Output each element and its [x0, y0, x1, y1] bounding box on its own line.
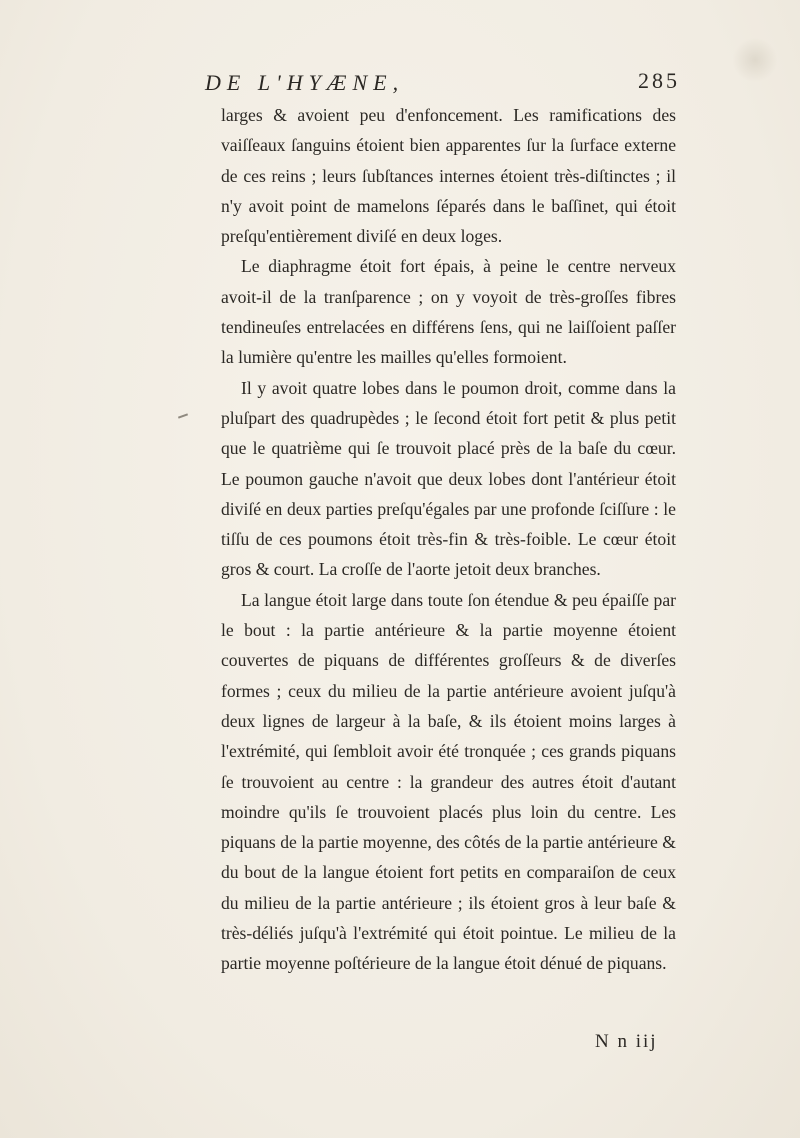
running-head-title: DE L'HYÆNE, [205, 70, 405, 95]
paragraph-reins: larges & avoient peu d'enfoncement. Les ramifications des vaiſſeaux ſanguins étoient bien apparentes ſur la ſurface externe de ces reins ; leurs ſubſtances internes étoient très-diſtinctes ; il n'y avoit point de mamelons ſéparés dans le baſſinet, qui étoit preſqu'entièrement diviſé en deux loges. [221, 105, 676, 247]
paragraph-diaphragme: Le diaphragme étoit fort épais, à peine le centre nerveux avoit-il de la tranſparence ; on y voyoit de très-groſſes fibres tendineuſes entrelacées en différens ſens, qui ne laiſſoient paſſer la lumière qu'entre les mailles qu'elles formoient. [221, 256, 676, 368]
signature-mark: N n iij [595, 1031, 658, 1052]
paragraph-poumon: Il y avoit quatre lobes dans le poumon droit, comme dans la pluſpart des quadrupèdes ; le ſecond étoit fort petit & plus petit que le quatrième qui ſe trouvoit placé près de la baſe du cœur. Le poumon gauche n'avoit que deux lobes dont l'antérieur étoit diviſé en deux parties preſqu'égales par une profonde ſciſſure : le tiſſu de ces poumons étoit très-fin & très-foible. Le cœur étoit gros & court. La croſſe de l'aorte jetoit deux branches. [221, 377, 676, 580]
paper-stain [732, 38, 778, 82]
page-number: 285 [638, 68, 680, 93]
paragraph-langue: La langue étoit large dans toute ſon étendue & peu épaiſſe par le bout : la partie antérieure & la partie moyenne étoient couvertes de piquans de différentes groſſeurs & de diverſes formes ; ceux du milieu de la partie antérieure avoient juſqu'à deux lignes de largeur à la baſe, & ils étoient moins larges à l'extrémité, qui ſembloit avoir été tronquée ; ces grands piquans ſe trouvoient au centre : la grandeur des autres étoit d'autant moindre qu'ils ſe trouvoient placés plus loin du centre. Les piquans de la partie moyenne, des côtés de la partie antérieure & du bout de la langue étoient fort petits en comparaiſon de ceux du milieu de la partie antérieure ; ils étoient gros à leur baſe & très-déliés juſqu'à l'extrémité qui étoit pointue. Le milieu de la partie moyenne poſtérieure de la langue étoit dénué de piquans. [221, 589, 676, 974]
margin-mark [178, 413, 188, 418]
running-head [205, 66, 680, 100]
body-text [221, 100, 676, 979]
